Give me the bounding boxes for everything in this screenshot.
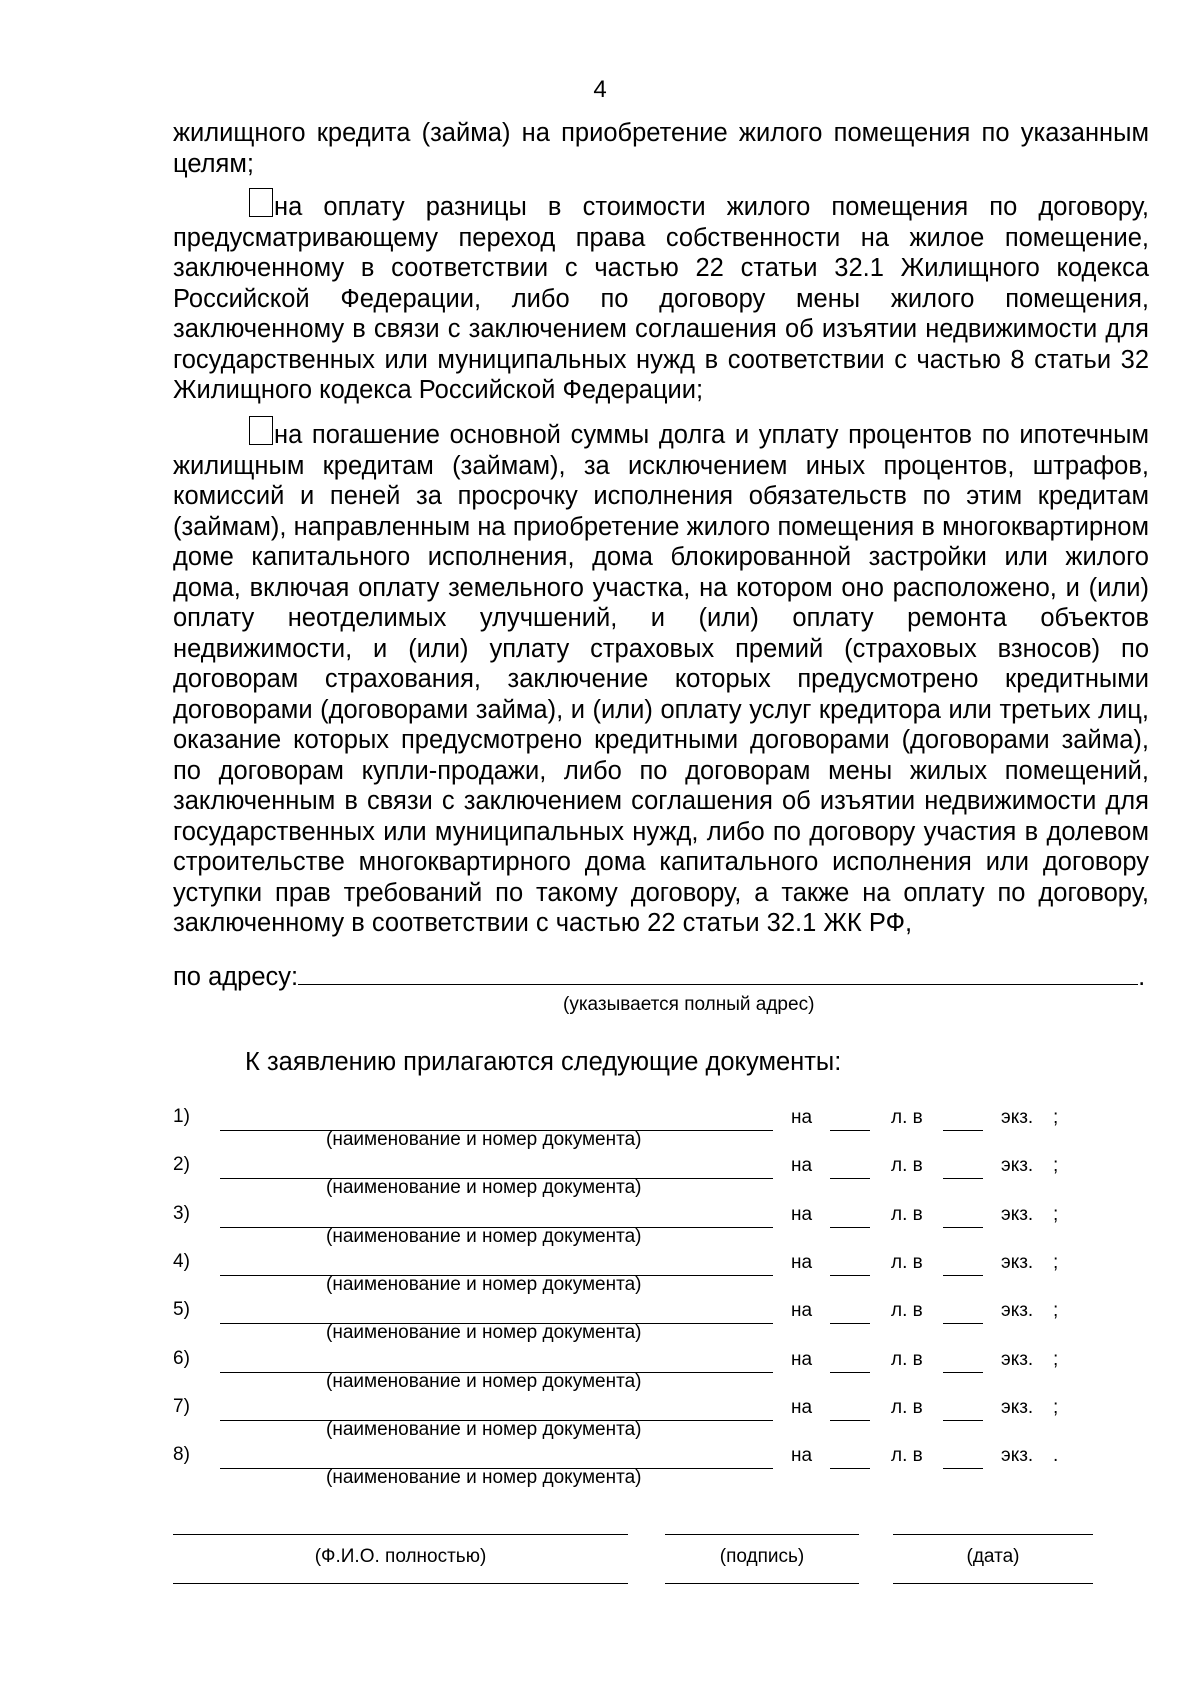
na-label: на: [791, 1348, 813, 1370]
copies-label: экз.: [1001, 1445, 1034, 1467]
sheets-label: л. в: [891, 1203, 923, 1225]
copies-field[interactable]: [943, 1178, 983, 1179]
document-name-hint: (наименование и номер документа): [326, 1177, 642, 1199]
row-end: ;: [1053, 1155, 1059, 1177]
copies-label: экз.: [1001, 1251, 1034, 1273]
page-number: 4: [593, 76, 607, 103]
attachment-row: [173, 1106, 1073, 1154]
sheets-field[interactable]: [830, 1178, 870, 1179]
attachment-row: [173, 1251, 1073, 1299]
copies-field[interactable]: [943, 1275, 983, 1276]
copies-field[interactable]: [943, 1227, 983, 1228]
attachment-row: [173, 1203, 1073, 1251]
copies-label: экз.: [1001, 1300, 1034, 1322]
row-number: 1): [173, 1106, 190, 1127]
document-name-hint: (наименование и номер документа): [326, 1225, 642, 1247]
na-label: на: [791, 1251, 813, 1273]
attachment-row: [173, 1396, 1073, 1444]
option-mortgage-repayment: [173, 416, 1149, 939]
attachment-row: [173, 1299, 1073, 1347]
sheets-label: л. в: [891, 1348, 923, 1370]
sheets-field[interactable]: [830, 1468, 870, 1469]
row-number: 6): [173, 1347, 190, 1369]
copies-field[interactable]: [943, 1420, 983, 1421]
sheets-label: л. в: [891, 1155, 923, 1177]
na-label: на: [791, 1445, 813, 1467]
na-label: на: [791, 1300, 813, 1322]
address-end: .: [1138, 963, 1146, 991]
address-line: [173, 962, 1149, 993]
date-field[interactable]: [893, 1534, 1093, 1535]
row-number: 8): [173, 1444, 190, 1466]
sheets-label: л. в: [891, 1251, 923, 1273]
attachments-heading: К заявлению прилагаются следующие документы:: [245, 1048, 842, 1076]
sheets-field[interactable]: [830, 1323, 870, 1324]
sheets-field[interactable]: [830, 1227, 870, 1228]
na-label: на: [791, 1107, 813, 1128]
copies-field[interactable]: [943, 1130, 983, 1131]
option-text: на погашение основной суммы долга и уплату процентов по ипотечным жилищным кредитам (займам), за исключением иных процентов, штрафов, комиссий и пеней за просрочку исполнения обязательств по этим кредитам (займам), направленным на приобретение жилого помещения в многоквартирном доме капитального исполнения, дома блокированной застройки или жилого дома, включая оплату земельного участка, на котором оно расположено, и (или) оплату неотделимых улучшений, и (или) оплату ремонта объектов недвижимости, и (или) уплату страховых премий (страховых взносов) по договорам страхования, заключение которых предусмотрено кредитными договорами (договорами займа), и (или) оплату услуг кредитора или третьих лиц, оказание которых предусмотрено кредитными договорами (договорами займа), по договорам купли-продажи, либо по договорам мены жилых помещений, заключенным в связи с заключением соглашения об изъятии недвижимости для государственных или муниципальных нужд, либо по договору участия в долевом строительстве многоквартирного дома капитального исполнения или договору уступки прав требований по такому договору, а также на оплату по договору, заключенному в соответствии с частью 22 статьи 32.1 ЖК РФ,: [173, 421, 1149, 937]
row-end: ;: [1053, 1300, 1059, 1322]
copies-field[interactable]: [943, 1372, 983, 1373]
sheets-field[interactable]: [830, 1420, 870, 1421]
document-name-hint: (наименование и номер документа): [326, 1370, 642, 1392]
paragraph-text: жилищного кредита (займа) на приобретение жилого помещения по указанным целям;: [173, 119, 1149, 178]
row-end: ;: [1053, 1348, 1059, 1370]
sheets-label: л. в: [891, 1445, 923, 1467]
checkbox-mortgage-repayment[interactable]: [249, 416, 273, 445]
document-name-hint: (наименование и номер документа): [326, 1273, 642, 1295]
document-name-hint: (наименование и номер документа): [326, 1322, 642, 1344]
sheets-field[interactable]: [830, 1130, 870, 1131]
bottom-line: [665, 1583, 859, 1584]
row-number: 3): [173, 1202, 190, 1224]
checkbox-price-difference[interactable]: [249, 188, 273, 217]
row-number: 7): [173, 1395, 190, 1417]
sheets-label: л. в: [891, 1396, 923, 1418]
copies-label: экз.: [1001, 1396, 1034, 1418]
attachment-row: [173, 1154, 1073, 1202]
date-label: (дата): [966, 1546, 1020, 1567]
row-end: ;: [1053, 1107, 1059, 1128]
copies-label: экз.: [1001, 1155, 1034, 1177]
row-end: ;: [1053, 1396, 1059, 1418]
address-hint: (указывается полный адрес): [563, 994, 815, 1015]
copies-field[interactable]: [943, 1468, 983, 1469]
document-name-hint: (наименование и номер документа): [326, 1467, 642, 1489]
bottom-line: [173, 1583, 628, 1584]
na-label: на: [791, 1203, 813, 1225]
fio-field[interactable]: [173, 1534, 628, 1535]
na-label: на: [791, 1155, 813, 1177]
paragraph-housing-loan: [173, 118, 1149, 179]
row-number: 4): [173, 1250, 190, 1272]
row-end: ;: [1053, 1203, 1059, 1225]
signature-field[interactable]: [665, 1534, 859, 1535]
copies-label: экз.: [1001, 1107, 1034, 1128]
sheets-field[interactable]: [830, 1275, 870, 1276]
sheets-label: л. в: [891, 1107, 923, 1128]
row-end: .: [1053, 1445, 1059, 1467]
sheets-label: л. в: [891, 1300, 923, 1322]
bottom-line: [893, 1583, 1093, 1584]
attachment-row: [173, 1348, 1073, 1396]
option-text: на оплату разницы в стоимости жилого помещения по договору, предусматривающему переход права собственности на жилое помещение, заключенному в соответствии с частью 22 статьи 32.1 Жилищного кодекса Российской Федерации, либо по договору мены жилого помещения, заключенному в связи с заключением соглашения об изъятии недвижимости для государственных или муниципальных нужд в соответствии с частью 8 статьи 32 Жилищного кодекса Российской Федерации;: [173, 193, 1149, 404]
copies-field[interactable]: [943, 1323, 983, 1324]
row-number: 2): [173, 1154, 190, 1176]
row-number: 5): [173, 1299, 190, 1321]
copies-label: экз.: [1001, 1203, 1034, 1225]
document-name-hint: (наименование и номер документа): [326, 1129, 642, 1150]
copies-label: экз.: [1001, 1348, 1034, 1370]
option-price-difference: [173, 188, 1149, 406]
document-name-hint: (наименование и номер документа): [326, 1418, 642, 1440]
address-field[interactable]: [298, 963, 1138, 985]
attachment-row: [173, 1444, 1073, 1492]
na-label: на: [791, 1396, 813, 1418]
row-end: ;: [1053, 1251, 1059, 1273]
fio-label: (Ф.И.О. полностью): [314, 1546, 487, 1567]
signature-label: (подпись): [719, 1546, 805, 1567]
address-label: по адресу:: [173, 963, 299, 991]
sheets-field[interactable]: [830, 1372, 870, 1373]
